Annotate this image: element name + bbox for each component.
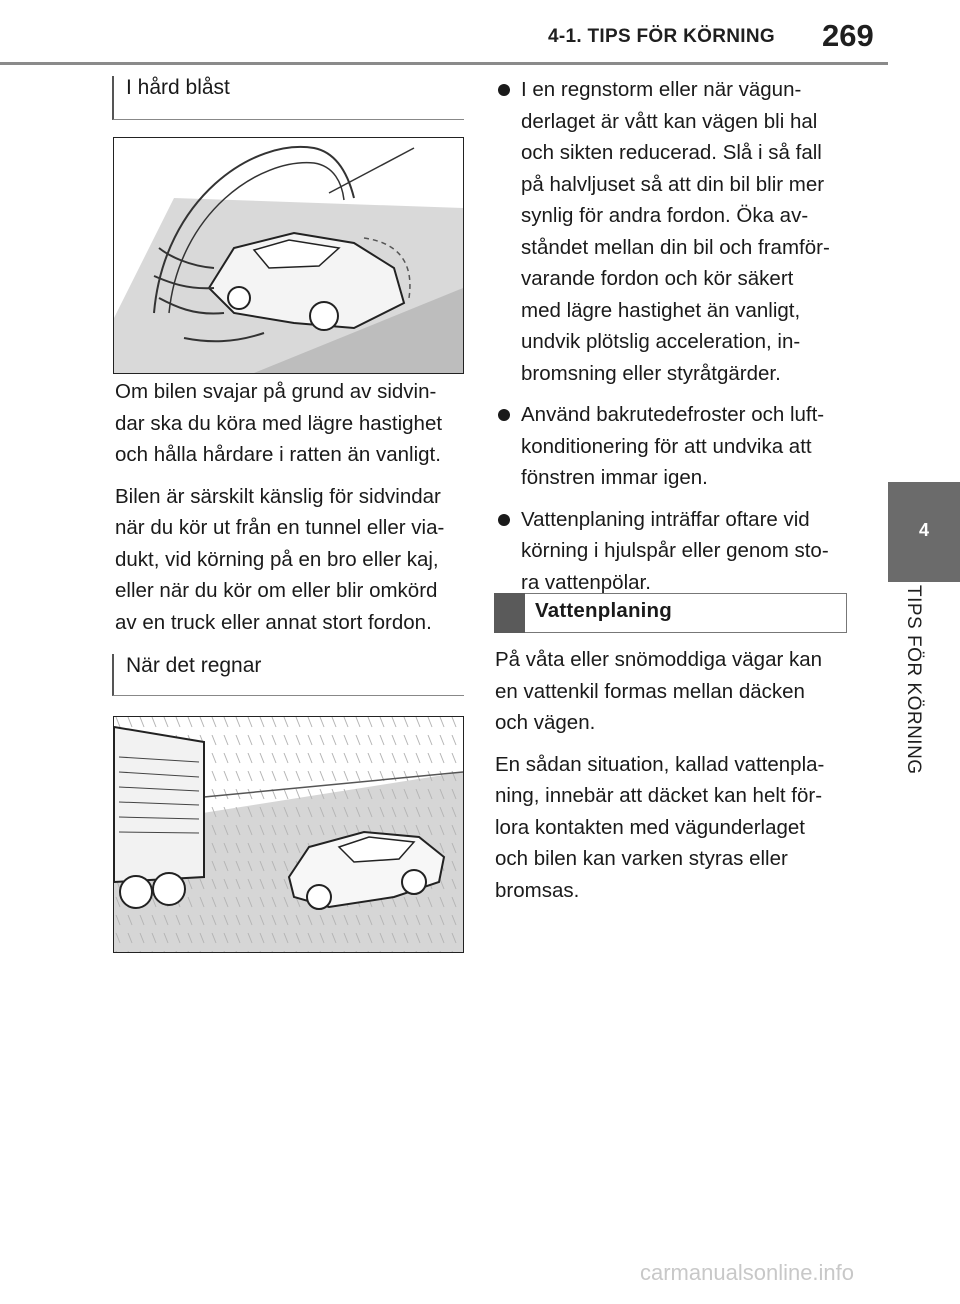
list-item	[496, 399, 856, 494]
wind-line: och hålla hårdare i ratten än vanligt.	[115, 443, 441, 466]
subheading-wind	[112, 76, 464, 120]
illustration-rain	[113, 716, 464, 953]
page-number: 269	[822, 18, 874, 53]
bullet-icon	[498, 84, 510, 96]
list-item	[496, 504, 856, 599]
bullet-list	[496, 74, 856, 608]
section-heading-bar	[494, 593, 525, 633]
wind-line: av en truck eller annat stort fordon.	[115, 610, 432, 634]
aquaplaning-line: En sådan situation, kallad vattenpla-	[495, 752, 825, 776]
rain-car-drawing	[114, 717, 463, 952]
wind-line: när du kör ut från en tunnel eller via-	[115, 516, 445, 539]
aquaplaning-text	[495, 644, 855, 906]
bullet-line: ra vattenpölar.	[521, 570, 651, 594]
bullet-line: konditionering för att undvika att	[521, 434, 812, 458]
aquaplaning-line: och vägen.	[495, 711, 596, 734]
bullet-line: ståndet mellan din bil och framför-	[521, 235, 830, 259]
section-title: Vattenplaning	[535, 599, 673, 622]
illustration-wind-tunnel	[113, 137, 464, 374]
bullet-line: undvik plötslig acceleration, in-	[521, 330, 801, 353]
aquaplaning-line: och bilen kan varken styras eller	[495, 847, 788, 870]
wind-line: dar ska du köra med lägre hastighet	[115, 411, 443, 435]
bullet-line: bromsning eller styråtgärder.	[521, 361, 781, 385]
bullet-line: körning i hjulspår eller genom sto-	[521, 539, 829, 562]
tunnel-car-drawing	[114, 138, 463, 373]
bullet-line: med lägre hastighet än vanligt,	[521, 298, 801, 322]
bullet-icon	[498, 514, 510, 526]
header-rule	[0, 62, 888, 65]
aquaplaning-line: bromsas.	[495, 878, 580, 902]
wind-line: Bilen är särskilt känslig för sidvindar	[115, 484, 441, 508]
bullet-line: fönstren immar igen.	[521, 466, 708, 489]
bullet-icon	[498, 409, 510, 421]
wind-line: eller när du kör om eller blir omkörd	[115, 579, 438, 602]
chapter-number: 4	[918, 520, 929, 540]
aquaplaning-line: ning, innebär att däcket kan helt för-	[495, 784, 823, 807]
subheading-wind-label: I hård blåst	[126, 76, 230, 99]
chapter-title: TIPS FÖR KÖRNING	[903, 585, 924, 775]
bullet-line: synlig för andra fordon. Öka av-	[521, 204, 809, 227]
subheading-rain	[112, 654, 464, 696]
aquaplaning-line: en vattenkil formas mellan däcken	[495, 679, 805, 703]
aquaplaning-line: På våta eller snömoddiga vägar kan	[495, 648, 823, 671]
bullet-line: och sikten reducerad. Slå i så fall	[521, 141, 822, 164]
wind-line: Om bilen svajar på grund av sidvin-	[115, 380, 437, 403]
bullet-line: Vattenplaning inträffar oftare vid	[521, 507, 810, 531]
subheading-rain-label: När det regnar	[126, 654, 262, 677]
watermark: carmanualsonline.info	[640, 1260, 855, 1285]
wind-text	[115, 376, 465, 638]
section-header: 4-1. TIPS FÖR KÖRNING	[548, 26, 775, 47]
bullet-line: varande fordon och kör säkert	[521, 267, 794, 290]
list-item	[496, 74, 856, 389]
bullet-line: på halvljuset så att din bil blir mer	[521, 172, 825, 196]
bullet-line: Använd bakrutedefroster och luft-	[521, 403, 825, 426]
aquaplaning-line: lora kontakten med vägunderlaget	[495, 815, 805, 839]
bullet-line: I en regnstorm eller när vägun-	[521, 78, 802, 101]
wind-line: dukt, vid körning på en bro eller kaj,	[115, 547, 439, 571]
bullet-line: derlaget är vått kan vägen bli hal	[521, 109, 818, 133]
